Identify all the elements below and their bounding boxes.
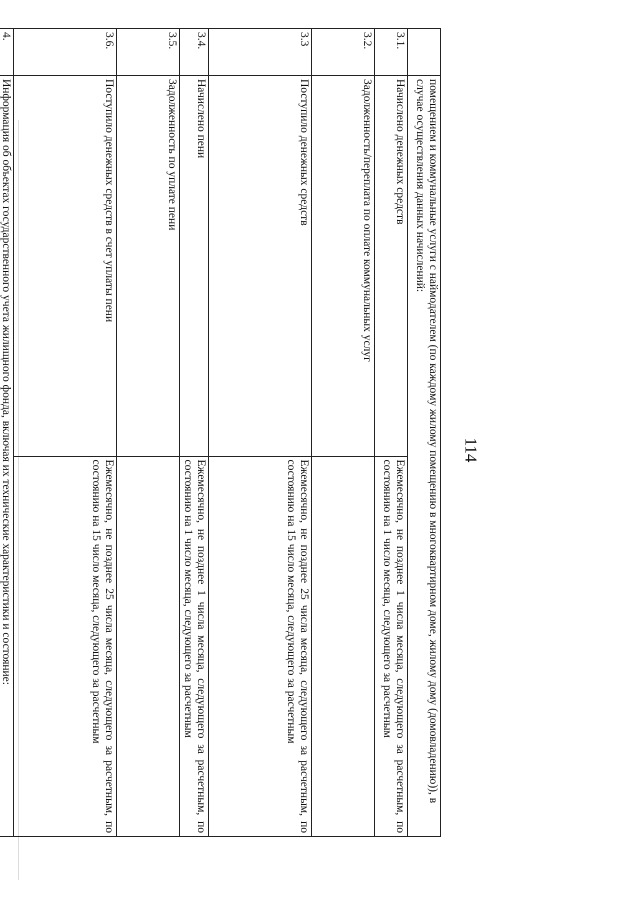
table-row [408,29,441,837]
table-row [375,29,408,837]
row-number: 3.5. [117,29,180,76]
table-body [0,29,441,837]
row-number: 3.6. [14,29,117,76]
row-description: Задолженность/переплата по оплате коммунальных услуг [312,76,375,457]
row-deadline: Ежемесячно, не позднее 1 числа месяца, следующего за расчетным, по состоянию на 1 число месяца, следующего за расчетным [180,456,209,837]
table-row [14,29,117,837]
row-description: Поступило денежных средств в счет уплаты пени [14,76,117,457]
table-row [117,29,180,837]
row-deadline: Ежемесячно, не позднее 25 числа месяца, следующего за расчетным, по состоянию на 15 число месяца, следующего за расчетным [209,456,312,837]
table-row [180,29,209,837]
row-description: Информация об объектах государственного учета жилищного фонда, включая их технические характеристики и состояние: [0,76,14,837]
row-description: Начислено пени [180,76,209,457]
table-row [0,29,14,837]
row-description: Начислено денежных средств [375,76,408,457]
row-deadline: Ежемесячно, не позднее 1 числа месяца, следующего за расчетным, по состоянию на 1 число месяца, следующего за расчетным [375,456,408,837]
page-number: 114 [461,437,481,463]
row-deadline: Ежемесячно, не позднее 25 числа месяца, следующего за расчетным, по состоянию на 15 число месяца, следующего за расчетным [14,456,117,837]
row-number: 3.2. [312,29,375,76]
row-description: Задолженность по уплате пени [117,76,180,457]
row-number: 3.3 [209,29,312,76]
row-deadline [312,456,375,837]
table-row [312,29,375,837]
row-description: помещением и коммунальные услуги с наймодателем (по каждому жилому помещению в многоквартирном доме, жилому дому (домовладению)), в случае осуществления данных начислений: [408,76,441,837]
row-number [408,29,441,76]
row-number: 3.1. [375,29,408,76]
row-number: 3.4. [180,29,209,76]
row-deadline [117,456,180,837]
document-table [0,28,441,837]
table-row [209,29,312,837]
table-rotation [0,28,441,837]
row-description: Поступило денежных средств [209,76,312,457]
row-number: 4. [0,29,14,76]
